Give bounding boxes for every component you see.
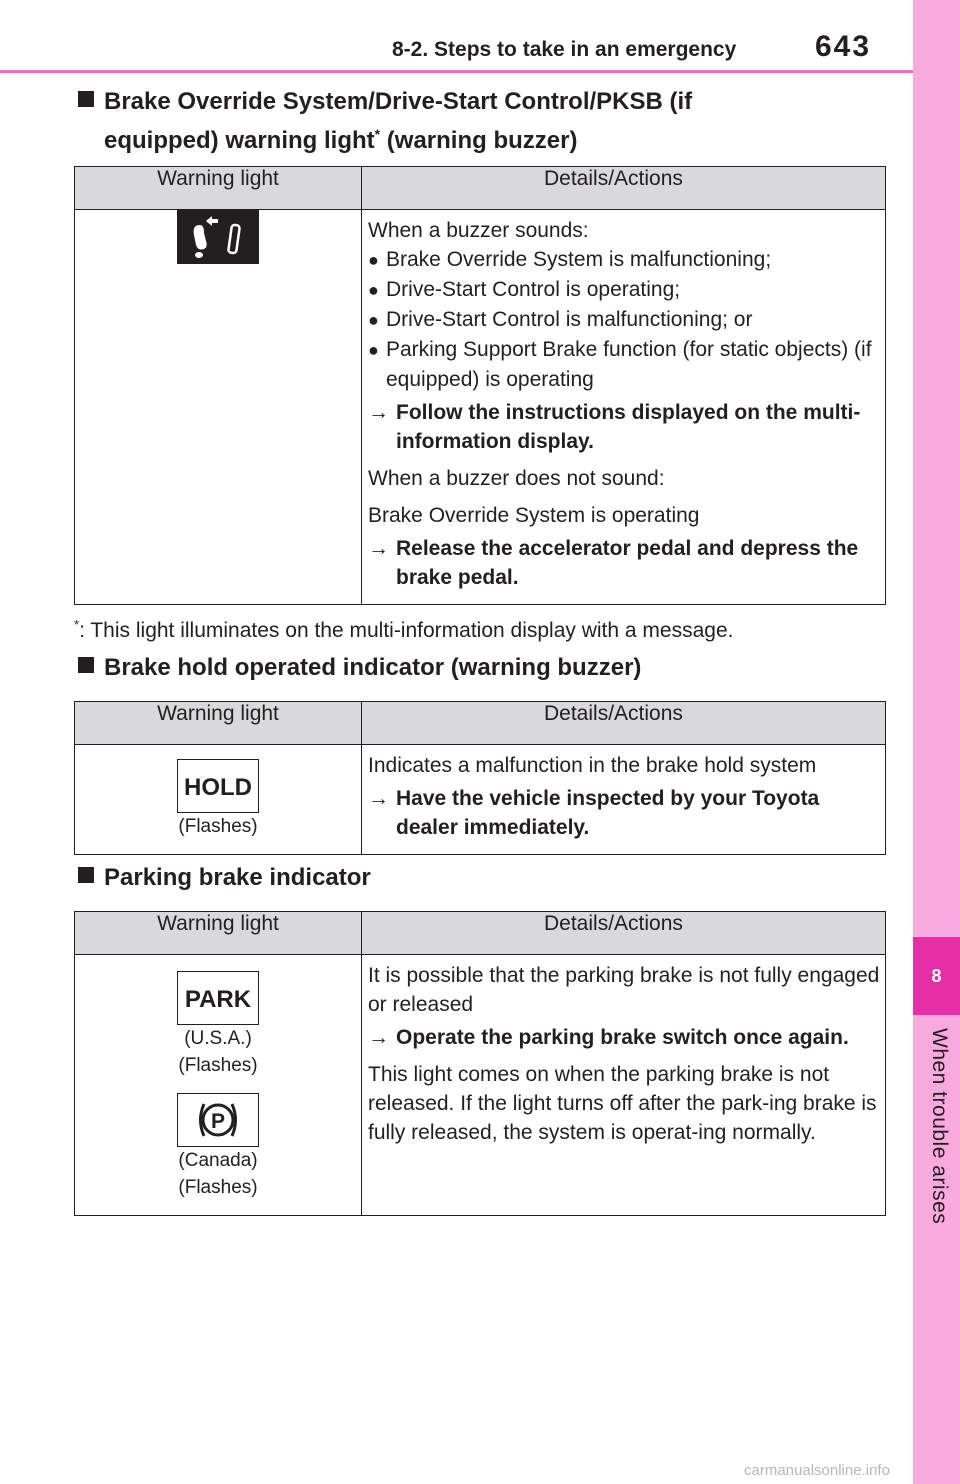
column-header-details: Details/Actions xyxy=(362,167,886,210)
page-header xyxy=(0,0,913,72)
brake-override-table xyxy=(74,166,886,605)
arrow-icon: → xyxy=(368,1026,389,1049)
footnote-mark: * xyxy=(374,126,381,142)
header-rule xyxy=(0,70,913,73)
page-number: 643 xyxy=(815,30,872,63)
warning-light-cell xyxy=(75,745,362,855)
icon-caption: (U.S.A.) xyxy=(184,1028,252,1049)
icon-caption: (Flashes) xyxy=(178,1177,258,1198)
list-item: ● Drive-Start Control is operating; xyxy=(368,275,881,305)
column-header-warning-light: Warning light xyxy=(75,912,362,955)
section-title: 8-2. Steps to take in an emergency xyxy=(392,38,737,61)
hold-indicator-icon xyxy=(177,759,259,813)
warning-light-cell xyxy=(75,955,362,1216)
action-text: → Have the vehicle inspected by your Toyota dealer immediately. xyxy=(368,784,881,842)
list-item: ● Parking Support Brake function (for static objects) (if equipped) is operating xyxy=(368,335,881,394)
icon-caption: (Flashes) xyxy=(178,1055,258,1076)
section-heading-brake-hold: Brake hold operated indicator (warning buzzer) xyxy=(78,652,641,684)
chapter-title: When trouble arises xyxy=(928,1028,951,1225)
svg-text:HOLD: HOLD xyxy=(184,774,252,801)
details-cell: When a buzzer sounds: ● Brake Override System is malfunctioning; ● Drive-Start Control is operating; ● Drive-Start Control is malfunctioning; or ● Parking Support Brake function (for static objects) (if equipped) is operating → Follow the instructions displayed on the multi-information display. When a buzzer does not sound: Brake Override System is operating → Release the accelerator pedal and depress the brake pedal. xyxy=(362,210,886,605)
icon-caption: (Flashes) xyxy=(178,816,258,837)
square-bullet-icon xyxy=(78,867,94,883)
svg-text:PARK: PARK xyxy=(184,986,252,1013)
section-heading-brake-override: Brake Override System/Drive-Start Control/PKSB (if equipped) warning light* (warning buzzer) xyxy=(78,86,692,157)
parking-brake-table xyxy=(74,911,886,1216)
park-indicator-icon xyxy=(177,971,259,1025)
arrow-icon: → xyxy=(368,537,389,560)
list-item: ● Drive-Start Control is malfunctioning; or xyxy=(368,305,881,335)
warning-light-cell xyxy=(75,210,362,605)
brake-hold-table xyxy=(74,701,886,855)
brake-override-warning-icon xyxy=(177,210,259,264)
arrow-icon: → xyxy=(368,787,389,810)
details-cell: Indicates a malfunction in the brake hold system → Have the vehicle inspected by your Toyota dealer immediately. xyxy=(362,745,886,855)
column-header-warning-light: Warning light xyxy=(75,167,362,210)
action-text: → Release the accelerator pedal and depress the brake pedal. xyxy=(368,534,881,592)
list-item: ● Brake Override System is malfunctioning; xyxy=(368,245,881,275)
icon-caption: (Canada) xyxy=(178,1150,258,1171)
parking-brake-circle-p-icon xyxy=(177,1093,259,1147)
square-bullet-icon xyxy=(78,91,94,107)
svg-text:P: P xyxy=(210,1110,226,1133)
action-text: → Follow the instructions displayed on the multi-information display. xyxy=(368,398,881,456)
watermark: carmanualsonline.info xyxy=(744,1462,890,1479)
action-text: → Operate the parking brake switch once again. xyxy=(368,1023,881,1052)
section-heading-parking-brake: Parking brake indicator xyxy=(78,862,371,894)
chapter-number: 8 xyxy=(913,937,960,1015)
footnote: *: This light illuminates on the multi-information display with a message. xyxy=(74,617,734,642)
arrow-icon: → xyxy=(368,401,389,424)
column-header-warning-light: Warning light xyxy=(75,702,362,745)
column-header-details: Details/Actions xyxy=(362,912,886,955)
details-cell: It is possible that the parking brake is not fully engaged or released → Operate the parking brake switch once again. This light comes on when the parking brake is not released. If the light turns off after the park-ing brake is fully released, the system is operat-ing normally. xyxy=(362,955,886,1216)
chapter-sidebar xyxy=(913,0,960,1484)
column-header-details: Details/Actions xyxy=(362,702,886,745)
square-bullet-icon xyxy=(78,657,94,673)
